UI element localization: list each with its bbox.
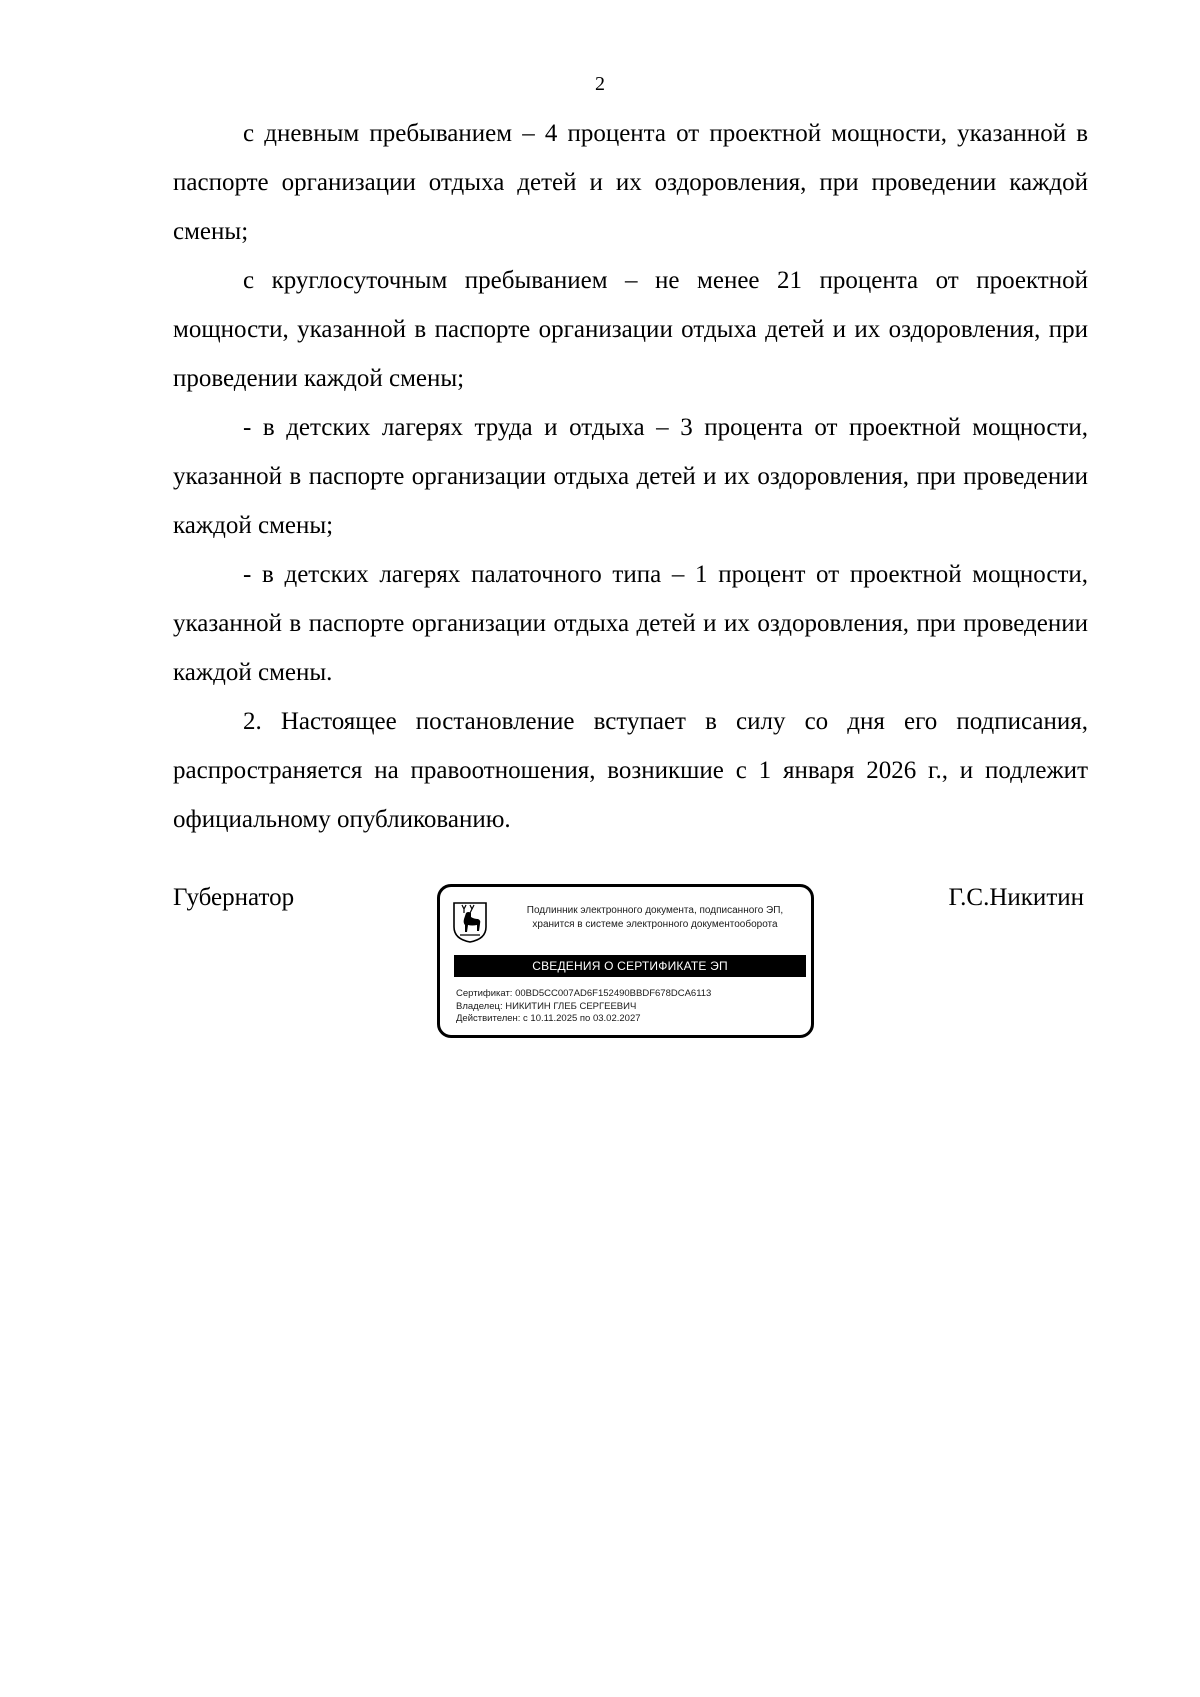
document-body (173, 109, 1088, 844)
stamp-validity: Действителен: с 10.11.2025 по 03.02.2027 (456, 1013, 641, 1024)
stamp-owner: Владелец: НИКИТИН ГЛЕБ СЕРГЕЕВИЧ (456, 1000, 637, 1012)
paragraph-day-stay: с дневным пребыванием – 4 процента от проектной мощности, указанной в паспорте организации отдыха детей и их оздоровления, при проведении каждой смены; (173, 120, 1088, 245)
paragraph-round-the-clock-stay: с круглосуточным пребыванием – не менее 21 процента от проектной мощности, указанной в паспорте организации отдыха детей и их оздоровления, при проведении каждой смены; (173, 267, 1088, 392)
stamp-header: СВЕДЕНИЯ О СЕРТИФИКАТЕ ЭП (454, 955, 806, 977)
stamp-certificate-number: Сертификат: 00BD5CC007AD6F152490BBDF678DCA6113 (456, 988, 712, 999)
stamp-note-line-1: Подлинник электронного документа, подписанного ЭП, (526, 905, 784, 916)
stamp-storage-note (500, 904, 810, 932)
page-number: 2 (595, 73, 605, 95)
paragraph-labor-camps: - в детских лагерях труда и отдыха – 3 процента от проектной мощности, указанной в паспорте организации отдыха детей и их оздоровления, при проведении каждой смены; (173, 414, 1088, 539)
stamp-note-line-2: хранится в системе электронного документооборота (532, 919, 778, 930)
paragraph-effective-date: 2. Настоящее постановление вступает в силу со дня его подписания, распространяется на правоотношения, возникшие с 1 января 2026 г., и подлежит официальному опубликованию. (173, 708, 1088, 833)
deer-coat-of-arms-icon (452, 901, 488, 943)
signatory-name: Г.С.Никитин (948, 884, 1084, 911)
electronic-signature-stamp (437, 884, 814, 1038)
signatory-position: Губернатор (173, 884, 295, 911)
paragraph-tent-camps: - в детских лагерях палаточного типа – 1 процент от проектной мощности, указанной в паспорте организации отдыха детей и их оздоровления, при проведении каждой смены. (173, 561, 1088, 686)
stamp-certificate-details (456, 988, 806, 1026)
